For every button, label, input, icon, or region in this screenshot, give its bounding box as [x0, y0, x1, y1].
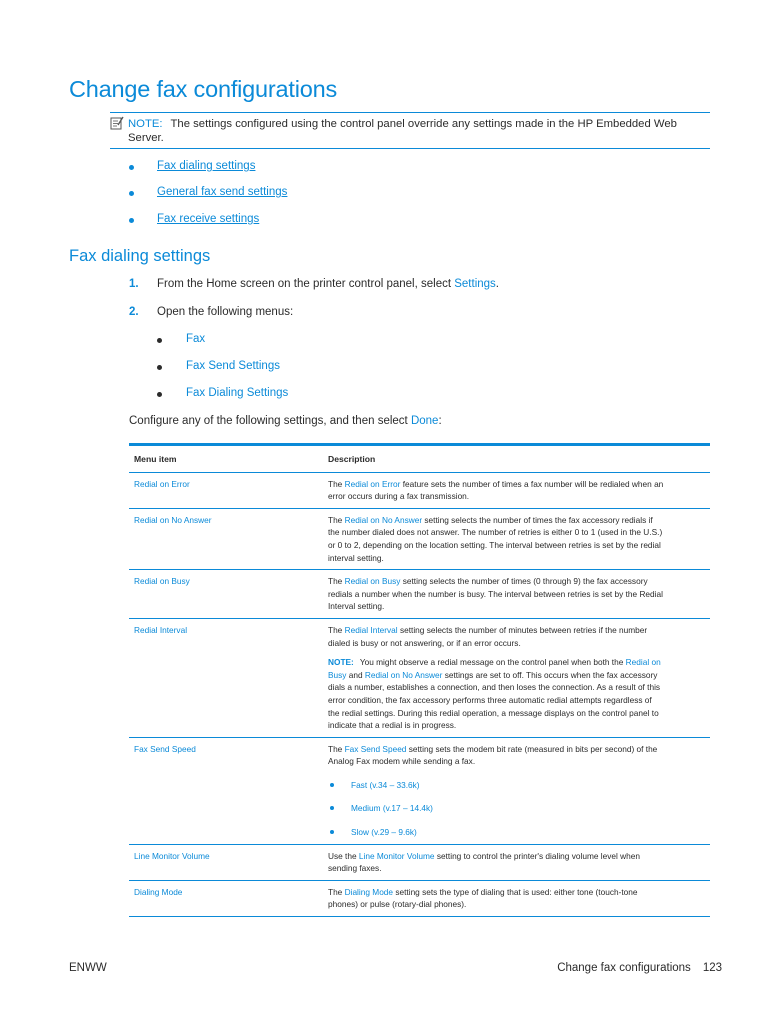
desc-link[interactable]: Redial on Error	[344, 478, 401, 489]
link-fax-receive-settings[interactable]: Fax receive settings	[157, 213, 260, 225]
menu-item-cell[interactable]: Redial on Error	[134, 478, 190, 489]
desc-text: settings are set to off. This occurs when the fax accessory	[442, 669, 658, 680]
menu-item-cell[interactable]: Redial on Busy	[134, 576, 190, 587]
speed-option	[328, 779, 705, 792]
bullet-icon	[157, 338, 162, 343]
menu-label[interactable]: Fax Send Settings	[186, 360, 280, 372]
footer-left: ENWW	[69, 962, 107, 974]
step-text	[157, 278, 499, 290]
speed-option	[328, 802, 705, 815]
table-row	[129, 508, 710, 569]
step-number: 2.	[129, 306, 139, 318]
intro-text	[129, 415, 442, 427]
desc-prefix: The	[328, 576, 345, 587]
step-text: Open the following menus:	[157, 306, 294, 318]
desc-link[interactable]: Line Monitor Volume	[358, 850, 435, 861]
desc-link[interactable]: Dialing Mode	[344, 886, 394, 897]
menu-item-cell[interactable]: Fax Send Speed	[134, 743, 196, 754]
desc-text: setting to control the printer's dialing volume level when	[434, 850, 640, 861]
menu-item-cell[interactable]: Dialing Mode	[134, 886, 183, 897]
speed-option-label[interactable]: Slow (v.29 – 9.6k)	[351, 827, 417, 838]
intro-pre: Configure any of the following settings, and then select	[129, 415, 411, 427]
desc-prefix: The	[328, 886, 345, 897]
link-fax-dialing-settings[interactable]: Fax dialing settings	[157, 160, 256, 172]
desc-link[interactable]: Busy	[328, 669, 347, 680]
settings-table	[129, 443, 710, 917]
desc-text: error condition, the fax accessory performs three automatic redial attempts regardless of	[328, 694, 652, 705]
desc-text: setting selects the number of minutes between retries if the number	[397, 624, 648, 635]
table-row	[129, 570, 710, 619]
desc-text: the number dialed does not answer. The number of retries is either 0 to 1 (used in the U.S.)	[328, 527, 663, 538]
note-label: NOTE:	[128, 118, 163, 130]
bullet-icon	[157, 392, 162, 397]
desc-link[interactable]: Redial Interval	[344, 624, 398, 635]
desc-text: setting sets the type of dialing that is used: either tone (touch-tone	[393, 886, 638, 897]
desc-text: Interval setting.	[328, 601, 385, 612]
menu-item-cell[interactable]: Redial on No Answer	[134, 514, 212, 525]
table-header-row	[129, 445, 710, 473]
menu-item-cell[interactable]: Redial Interval	[134, 624, 188, 635]
table-row	[129, 472, 710, 508]
desc-text: feature sets the number of times a fax number will be redialed when an	[400, 478, 664, 489]
desc-prefix: The	[328, 743, 345, 754]
note-box	[110, 112, 710, 149]
desc-text: phones) or pulse (rotary-dial phones).	[328, 899, 467, 910]
link-general-fax-send-settings[interactable]: General fax send settings	[157, 186, 288, 198]
desc-prefix: The	[328, 624, 345, 635]
desc-text: error occurs during a fax transmission.	[328, 491, 470, 502]
note-text	[128, 117, 708, 131]
column-header-description: Description	[328, 454, 376, 464]
table-row	[129, 880, 710, 916]
desc-text: setting selects the number of times the fax accessory redials if	[422, 514, 653, 525]
bullet-icon	[129, 165, 134, 170]
desc-prefix: The	[328, 478, 345, 489]
footer-right	[557, 962, 722, 974]
desc-text: setting selects the number of times (0 through 9) the fax accessory	[400, 576, 648, 587]
desc-prefix: Use the	[328, 850, 359, 861]
speed-option-label[interactable]: Fast (v.34 – 33.6k)	[351, 779, 420, 790]
desc-text: dialed is busy or not answering, or if an error occurs.	[328, 637, 521, 648]
desc-text: or 0 to 2, depending on the location setting. The interval between retries is set by the redial	[328, 539, 661, 550]
desc-text: redials a number when the number is busy. The interval between retries is set by the Redial	[328, 588, 663, 599]
desc-text: setting sets the modem bit rate (measured in bits per second) of the	[406, 743, 658, 754]
step-text-pre: From the Home screen on the printer control panel, select	[157, 278, 455, 290]
speed-option	[328, 826, 705, 839]
description-cell	[323, 844, 710, 880]
desc-prefix: The	[328, 514, 345, 525]
note-line1: The settings configured using the control panel override any settings made in the HP Embedded Web	[170, 118, 677, 130]
settings-link[interactable]: Settings	[454, 278, 496, 290]
menu-label[interactable]: Fax Dialing Settings	[186, 387, 289, 399]
desc-text: You might observe a redial message on the control panel when both the	[359, 657, 626, 668]
desc-link[interactable]: Redial on No Answer	[364, 669, 443, 680]
description-cell	[323, 618, 710, 737]
desc-note	[328, 656, 705, 732]
note-line2: Server.	[128, 132, 164, 144]
description-cell	[323, 472, 710, 508]
desc-text: and	[346, 669, 365, 680]
table-row	[129, 618, 710, 737]
section-title: Fax dialing settings	[69, 247, 211, 265]
step-text-post: .	[495, 278, 499, 290]
column-header-menu-item: Menu item	[134, 454, 177, 464]
footer-title: Change fax configurations	[557, 962, 691, 974]
bullet-icon	[330, 806, 334, 810]
desc-text: sending faxes.	[328, 863, 382, 874]
description-cell	[323, 737, 710, 844]
desc-text: interval setting.	[328, 552, 384, 563]
desc-link[interactable]: Fax Send Speed	[344, 743, 407, 754]
menu-item-cell[interactable]: Line Monitor Volume	[134, 850, 210, 861]
bullet-icon	[129, 191, 134, 196]
intro-post: :	[438, 415, 442, 427]
desc-text: Analog Fax modem while sending a fax.	[328, 756, 476, 767]
note-label: NOTE:	[328, 657, 354, 668]
note-icon	[110, 116, 124, 130]
desc-link[interactable]: Redial on Busy	[344, 576, 401, 587]
desc-text: dials a number, establishes a connection, and then loses the connection. As a result of this	[328, 682, 661, 693]
description-cell	[323, 570, 710, 619]
desc-link[interactable]: Redial on No Answer	[344, 514, 423, 525]
done-link[interactable]: Done	[410, 415, 439, 427]
bullet-icon	[129, 218, 134, 223]
page-number: 123	[702, 962, 722, 974]
menu-label[interactable]: Fax	[186, 333, 206, 345]
bullet-icon	[157, 365, 162, 370]
table-row	[129, 844, 710, 880]
desc-link[interactable]: Redial on	[625, 657, 661, 668]
speed-option-label[interactable]: Medium (v.17 – 14.4k)	[351, 803, 433, 814]
description-cell	[323, 508, 710, 569]
desc-text: indicate that a redial is in progress.	[328, 720, 457, 731]
bullet-icon	[330, 783, 334, 787]
page-title: Change fax configurations	[69, 76, 338, 102]
step-number: 1.	[129, 278, 139, 290]
bullet-icon	[330, 830, 334, 834]
table-row	[129, 737, 710, 844]
description-cell	[323, 880, 710, 916]
desc-text: the redial settings. During this redial operation, a message displays on the control panel to	[328, 707, 659, 718]
desc-paragraph	[328, 624, 705, 649]
